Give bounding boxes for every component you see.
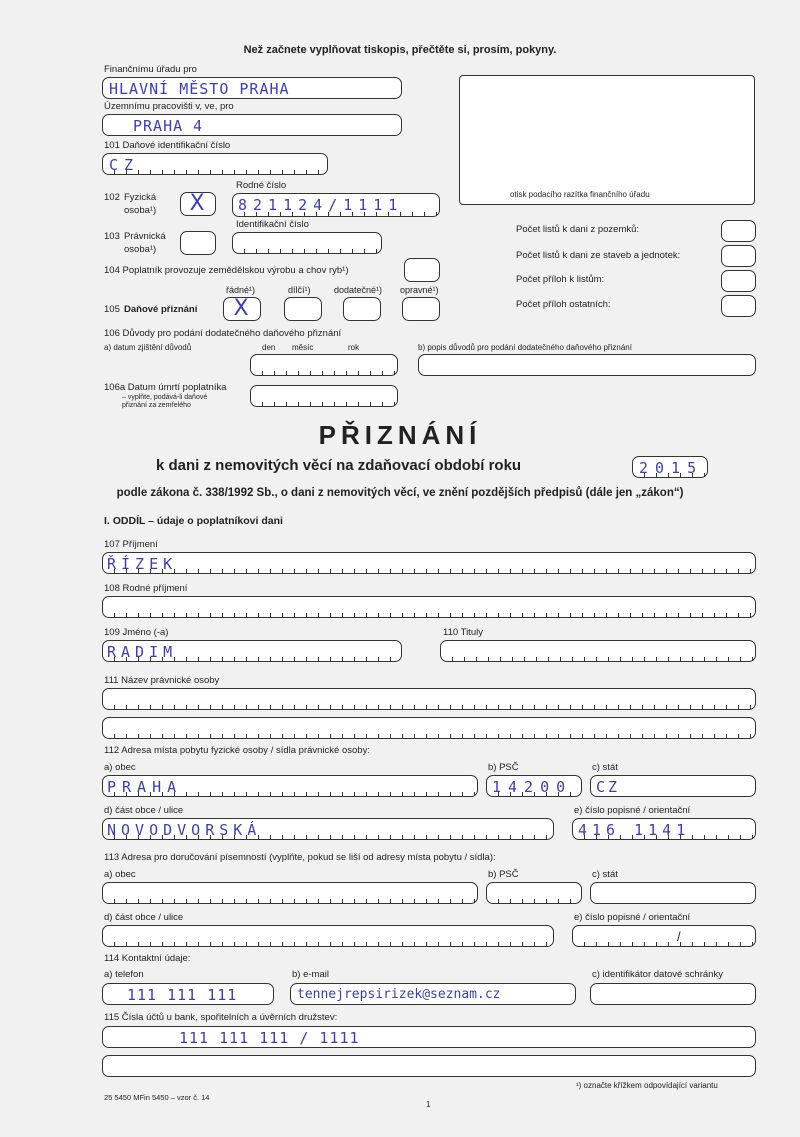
delivery-zip-label: b) PSČ bbox=[488, 869, 519, 880]
delivery-number-label: e) číslo popisné / orientační bbox=[574, 912, 691, 923]
company-name-field-2[interactable] bbox=[102, 717, 756, 739]
office-field[interactable] bbox=[102, 77, 402, 99]
workplace-field[interactable] bbox=[102, 114, 402, 136]
death-date-note1: – vyplňte, podává-li daňové bbox=[122, 394, 208, 401]
death-date-field[interactable] bbox=[250, 385, 398, 407]
f103-label2: osoba¹) bbox=[124, 244, 157, 255]
first-name-field[interactable] bbox=[102, 640, 402, 662]
bank-accounts-value: 111 111 111 / 1111 bbox=[179, 1029, 360, 1047]
surname-value: ŘÍZEK bbox=[107, 555, 178, 573]
delivery-address-label: 113 Adresa pro doručování písemností (vyplňte, pokud se liší od adresy místa pobytu / sídla): bbox=[104, 852, 496, 863]
f103-number: 103 bbox=[104, 231, 120, 242]
tax-year-field[interactable] bbox=[632, 456, 708, 478]
month-label: měsíc bbox=[292, 343, 314, 352]
f102-number: 102 bbox=[104, 192, 120, 203]
residence-country-field[interactable] bbox=[590, 775, 756, 797]
residence-country-value: CZ bbox=[596, 778, 621, 796]
office-value: HLAVNÍ MĚSTO PRAHA bbox=[109, 80, 290, 98]
company-name-label: 111 Název právnické osoby bbox=[104, 675, 220, 686]
partial-return-checkbox[interactable] bbox=[284, 297, 322, 321]
email-field[interactable] bbox=[290, 983, 576, 1005]
natural-person-mark: X bbox=[189, 191, 207, 216]
databox-label: c) identifikátor datové schránky bbox=[592, 969, 723, 980]
office-label: Finančnímu úřadu pro bbox=[104, 64, 197, 75]
delivery-number-field[interactable] bbox=[572, 925, 756, 947]
birth-number-label: Rodné číslo bbox=[236, 180, 287, 191]
count-attach-sheets-label: Počet příloh k listům: bbox=[516, 274, 605, 285]
delivery-street-label: d) část obce / ulice bbox=[104, 912, 184, 923]
birth-surname-field[interactable] bbox=[102, 596, 756, 618]
instructions-notice: Než začnete vyplňovat tiskopis, přečtěte si, prosím, pokyny. bbox=[243, 44, 557, 56]
reasons-date-label: a) datum zjištění důvodů bbox=[104, 343, 192, 352]
residence-zip-label: b) PSČ bbox=[488, 762, 519, 773]
count-attach-sheets-field[interactable] bbox=[721, 270, 756, 292]
birth-surname-label: 108 Rodné příjmení bbox=[104, 583, 188, 594]
tax-year-value: 2015 bbox=[639, 459, 704, 477]
return-type-label: Daňové přiznání bbox=[124, 304, 198, 315]
residence-number-label: e) číslo popisné / orientační bbox=[574, 805, 691, 816]
section-title: I. ODDÍL – údaje o poplatníkovi dani bbox=[104, 515, 283, 527]
phone-field[interactable] bbox=[102, 983, 274, 1005]
f103-label: Právnická bbox=[124, 231, 166, 242]
titles-label: 110 Tituly bbox=[443, 627, 483, 638]
natural-person-checkbox[interactable] bbox=[180, 192, 216, 216]
corrective-return-checkbox[interactable] bbox=[402, 297, 440, 321]
bank-accounts-field-2[interactable] bbox=[102, 1055, 756, 1077]
delivery-city-label: a) obec bbox=[104, 869, 136, 880]
f105-number: 105 bbox=[104, 304, 120, 315]
reasons-description-label: b) popis důvodů pro podání dodatečného daňového přiznání bbox=[418, 343, 632, 352]
residence-city-value: PRAHA bbox=[107, 778, 183, 796]
tax-id-value: CZ bbox=[109, 156, 140, 174]
stamp-area bbox=[459, 75, 755, 205]
bank-accounts-field-1[interactable] bbox=[102, 1026, 756, 1048]
death-date-label: 106a Datum úmrtí poplatníka bbox=[104, 382, 227, 393]
regular-return-mark: X bbox=[233, 296, 251, 321]
email-value: tennejrepsirizek@seznam.cz bbox=[297, 987, 501, 1002]
bank-accounts-label: 115 Čísla účtů u bank, spořitelních a úvěrních družstev: bbox=[104, 1012, 338, 1023]
residence-zip-value: 14200 bbox=[492, 778, 573, 796]
tax-id-label: 101 Daňové identifikační číslo bbox=[104, 140, 231, 151]
residence-number-value: 416 1141 bbox=[578, 821, 691, 839]
legal-person-checkbox[interactable] bbox=[180, 231, 216, 255]
delivery-number-slash: / bbox=[677, 929, 681, 944]
company-id-label: Identifikační číslo bbox=[236, 219, 309, 230]
residence-street-label: d) část obce / ulice bbox=[104, 805, 184, 816]
delivery-city-field[interactable] bbox=[102, 882, 478, 904]
company-id-field[interactable] bbox=[232, 232, 382, 254]
email-label: b) e-mail bbox=[292, 969, 329, 980]
delivery-country-field[interactable] bbox=[590, 882, 756, 904]
delivery-country-label: c) stát bbox=[592, 869, 618, 880]
agriculture-label: 104 Poplatník provozuje zemědělskou výrobu a chov ryb¹) bbox=[104, 265, 349, 276]
reasons-date-field[interactable] bbox=[250, 354, 398, 376]
birth-number-field[interactable] bbox=[232, 193, 440, 217]
count-buildings-label: Počet listů k dani ze staveb a jednotek: bbox=[516, 250, 681, 261]
titles-field[interactable] bbox=[440, 640, 756, 662]
stamp-label: otisk podacího razítka finančního úřadu bbox=[510, 190, 650, 199]
first-name-label: 109 Jméno (-a) bbox=[104, 627, 169, 638]
f102-label: Fyzická bbox=[124, 192, 157, 203]
residence-street-value: NOVODVORSKÁ bbox=[107, 821, 262, 839]
residence-zip-field[interactable] bbox=[486, 775, 582, 797]
delivery-zip-field[interactable] bbox=[486, 882, 582, 904]
supplementary-return-checkbox[interactable] bbox=[343, 297, 381, 321]
first-name-value: RADIM bbox=[107, 643, 178, 661]
count-buildings-field[interactable] bbox=[721, 245, 756, 267]
count-land-label: Počet listů k dani z pozemků: bbox=[516, 224, 640, 235]
reasons-label: 106 Důvody pro podání dodatečného daňového přiznání bbox=[104, 328, 342, 339]
workplace-value: PRAHA 4 bbox=[133, 117, 204, 135]
residence-country-label: c) stát bbox=[592, 762, 618, 773]
day-label: den bbox=[262, 343, 276, 352]
footnote: ¹) označte křížkem odpovídající variantu bbox=[576, 1081, 718, 1090]
agriculture-checkbox[interactable] bbox=[404, 258, 440, 282]
delivery-street-field[interactable] bbox=[102, 925, 554, 947]
contact-label: 114 Kontaktní údaje: bbox=[104, 953, 191, 964]
page-number: 1 bbox=[426, 1100, 431, 1109]
law-reference: podle zákona č. 338/1992 Sb., o dani z nemovitých věcí, ve znění pozdějších předpisů (dále jen „zákon“) bbox=[116, 487, 684, 499]
surname-label: 107 Příjmení bbox=[104, 539, 158, 550]
form-code: 25 5450 MFin 5450 – vzor č. 14 bbox=[104, 1093, 210, 1102]
workplace-label: Územnímu pracovišti v, ve, pro bbox=[104, 101, 234, 112]
f102-label2: osoba¹) bbox=[124, 205, 157, 216]
phone-value: 111 111 111 bbox=[127, 986, 238, 1004]
form-title: PŘIZNÁNÍ bbox=[318, 420, 482, 450]
option-regular-label: řádné¹) bbox=[226, 285, 256, 295]
count-land-field[interactable] bbox=[721, 220, 756, 242]
option-corrective-label: opravné¹) bbox=[400, 285, 439, 295]
option-partial-label: dílčí¹) bbox=[288, 285, 311, 295]
regular-return-checkbox[interactable] bbox=[223, 297, 261, 321]
databox-field[interactable] bbox=[590, 983, 756, 1005]
form-subtitle: k dani z nemovitých věcí na zdaňovací období roku bbox=[156, 457, 522, 474]
company-name-field-1[interactable] bbox=[102, 688, 756, 710]
residence-address-label: 112 Adresa místa pobytu fyzické osoby / sídla právnické osoby: bbox=[104, 745, 370, 756]
residence-street-field[interactable] bbox=[102, 818, 554, 840]
residence-city-label: a) obec bbox=[104, 762, 136, 773]
count-attach-other-field[interactable] bbox=[721, 295, 756, 317]
birth-number-value: 821124/1111 bbox=[238, 196, 404, 214]
year-label: rok bbox=[348, 343, 360, 352]
count-attach-other-label: Počet příloh ostatních: bbox=[516, 299, 611, 310]
phone-label: a) telefon bbox=[104, 969, 144, 980]
option-supplementary-label: dodatečné¹) bbox=[334, 285, 383, 295]
death-date-note2: přiznání za zemřelého bbox=[122, 402, 191, 409]
tax-id-field[interactable] bbox=[102, 153, 328, 175]
residence-number-field[interactable] bbox=[572, 818, 756, 840]
surname-field[interactable] bbox=[102, 552, 756, 574]
reasons-description-field[interactable] bbox=[418, 354, 756, 376]
residence-city-field[interactable] bbox=[102, 775, 478, 797]
